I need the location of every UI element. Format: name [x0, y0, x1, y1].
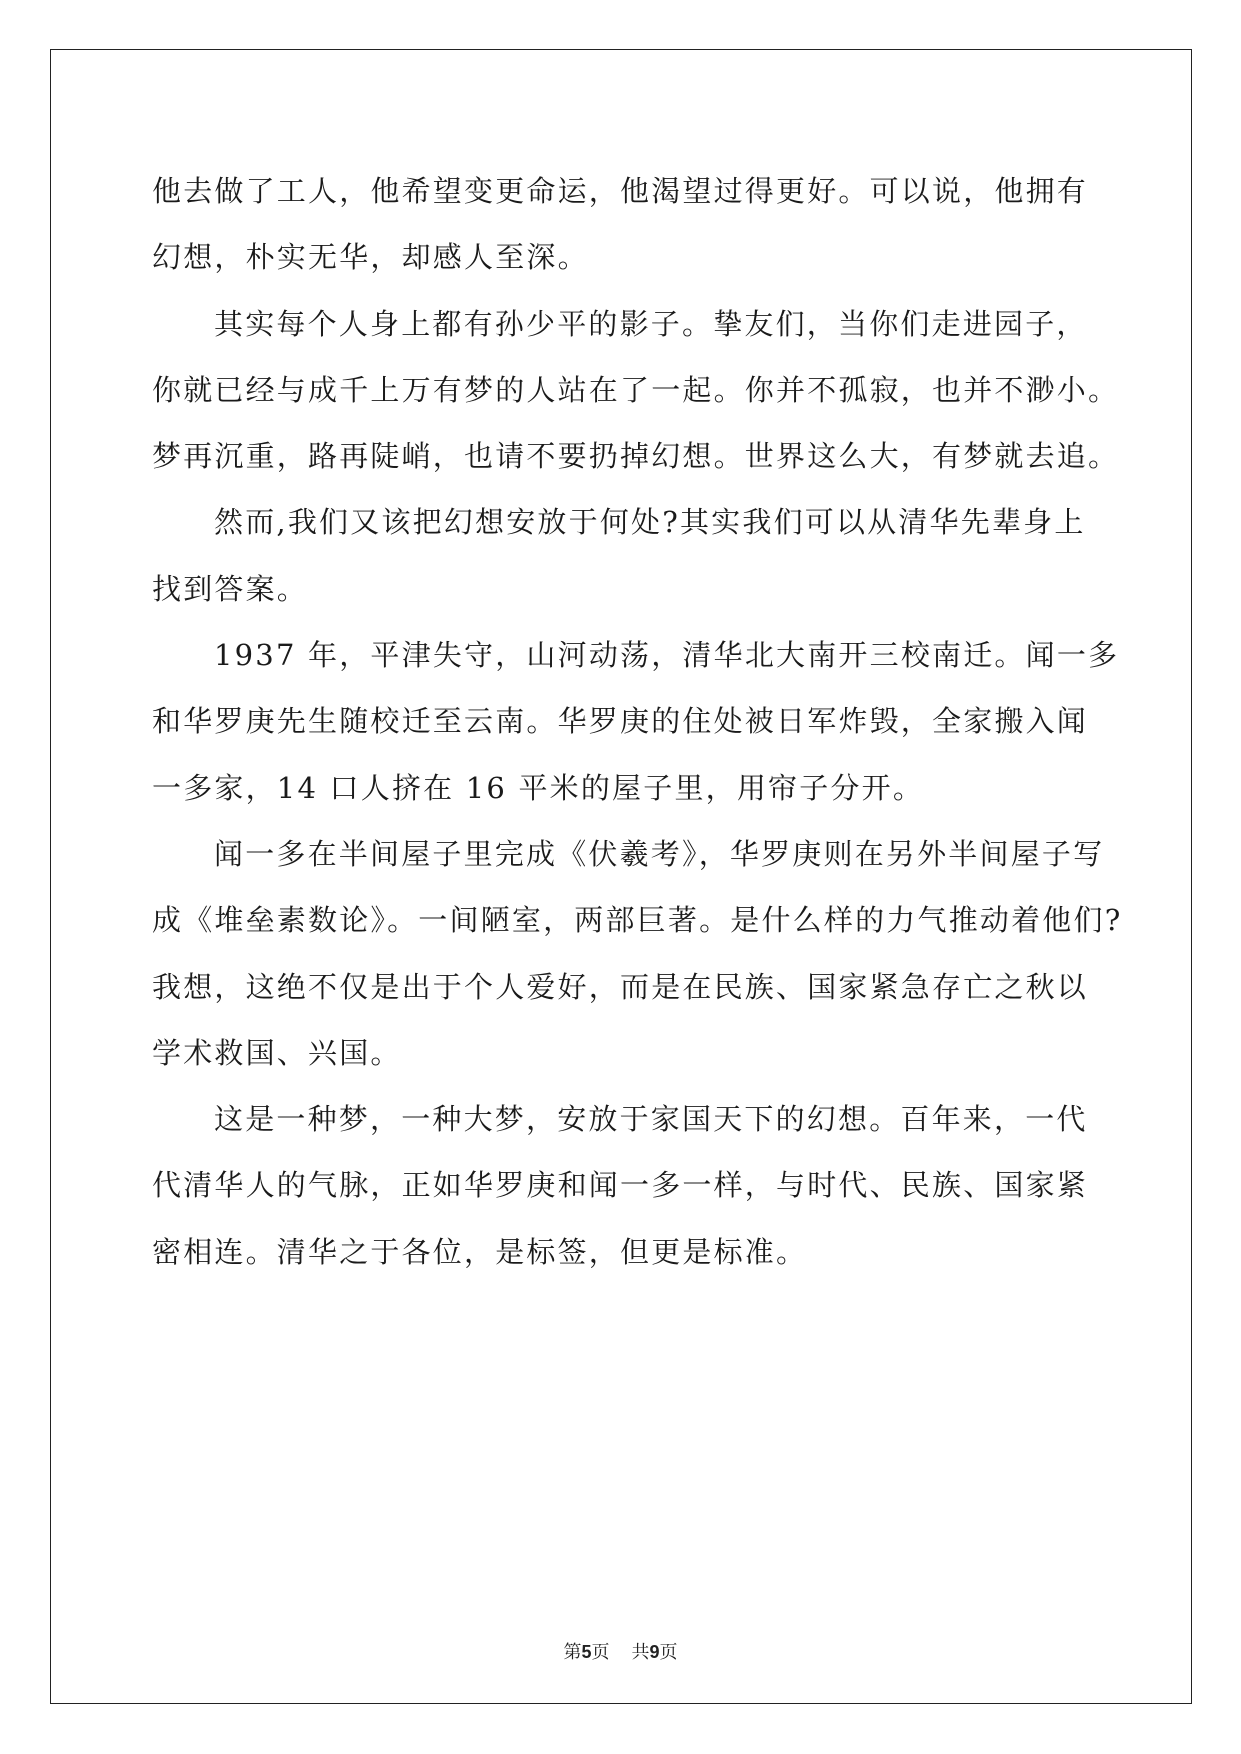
document-body	[152, 158, 1123, 1285]
text-line: 你就已经与成千上万有梦的人站在了一起。你并不孤寂，也并不渺小。	[152, 372, 1120, 407]
paragraph-first-line: 其实每个人身上都有孙少平的影子。挚友们，当你们走进园子，	[214, 306, 1088, 341]
text-line: 梦再沉重，路再陡峭，也请不要扔掉幻想。世界这么大，有梦就去追。	[152, 439, 1120, 474]
paragraph-first-line: 闻一多在半间屋子里完成《伏羲考》，华罗庚则在另外半间屋子写	[214, 836, 1105, 871]
page-total-count: 9	[649, 1642, 660, 1662]
paragraph-first-line: 这是一种梦，一种大梦，安放于家国天下的幻想。百年来，一代	[214, 1102, 1088, 1137]
text-line: 密相连。清华之于各位，是标签，但更是标准。	[152, 1234, 808, 1269]
page-number-suffix: 页	[591, 1642, 610, 1663]
text-line: 代清华人的气脉，正如华罗庚和闻一多一样，与时代、民族、国家紧	[152, 1168, 1089, 1203]
page-total-prefix: 共	[631, 1642, 650, 1663]
text-line: 幻想，朴实无华，却感人至深。	[152, 240, 589, 275]
paragraph-first-line: 然而,我们又该把幻想安放于何处?其实我们可以从清华先辈身上	[214, 505, 1086, 540]
text-line: 找到答案。	[152, 571, 309, 606]
page-total-suffix: 页	[659, 1642, 678, 1663]
text-line: 学术救国、兴国。	[152, 1035, 402, 1070]
paragraph-first-line: 1937 年，平津失守，山河动荡，清华北大南开三校南迁。闻一多	[214, 638, 1120, 673]
text-line: 和华罗庚先生随校迁至云南。华罗庚的住处被日军炸毁，全家搬入闻	[152, 704, 1089, 739]
text-line: 他去做了工人，他希望变更命运，他渴望过得更好。可以说，他拥有	[152, 174, 1089, 208]
page-number-prefix: 第	[563, 1642, 582, 1663]
page-footer	[0, 1638, 1241, 1664]
text-line: 一多家，14 口人挤在 16 平米的屋子里，用帘子分开。	[152, 770, 925, 805]
page-number-current: 5	[581, 1642, 592, 1662]
text-line: 我想，这绝不仅是出于个人爱好，而是在民族、国家紧急存亡之秋以	[152, 969, 1089, 1004]
text-line: 成《堆垒素数论》。一间陋室，两部巨著。是什么样的力气推动着他们?	[152, 903, 1123, 938]
